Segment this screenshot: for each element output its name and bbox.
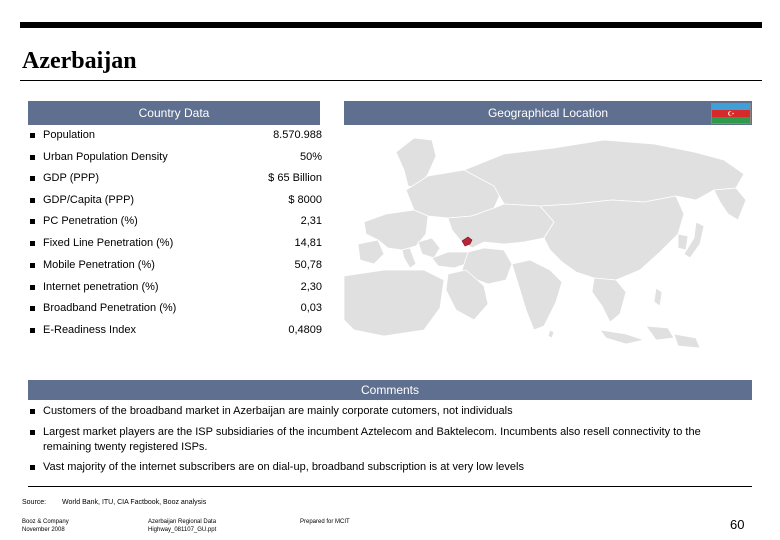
top-rule [20,22,762,28]
bullet-icon [30,176,35,181]
footer-document-block [148,518,216,534]
row-value: 0,03 [300,302,322,314]
data-row-urban-density [30,149,322,165]
row-label: GDP/Capita (PPP) [43,194,135,206]
comments-divider [28,486,752,487]
row-value: $ 65 Billion [268,172,322,184]
row-value: 2,30 [300,281,322,293]
comment-item [30,425,750,455]
bullet-icon [30,155,35,160]
data-row-internet [30,279,322,295]
row-value: 2,31 [300,215,322,227]
data-row-pc-penetration [30,213,322,229]
row-label: GDP (PPP) [43,172,100,184]
row-label: Urban Population Density [43,151,168,163]
bullet-icon [30,465,35,470]
bullet-icon [30,409,35,414]
row-label: Broadband Penetration (%) [43,302,177,314]
footer-doc-title: Azerbaijan Regional Data [148,519,217,525]
comment-text: Largest market players are the ISP subsidiaries of the incumbent Aztelecom and Baktelecom. Incumbents also resell connectivity to the remaining twenty registered ISPs. [43,426,701,453]
azerbaijan-flag-icon [711,103,751,124]
row-label: Internet penetration (%) [43,281,159,293]
source-label: Source: [22,499,47,506]
footer-doc-file: Highway_081107_GU.ppt [148,527,217,533]
row-value: 0,4809 [288,324,322,336]
row-value: $ 8000 [288,194,322,206]
comment-text: Customers of the broadband market in Azerbaijan are mainly corporate cutomers, not individuals [43,405,513,417]
bullet-icon [30,219,35,224]
bullet-icon [30,328,35,333]
row-value: 14,81 [294,237,322,249]
data-row-e-readiness [30,322,322,338]
page-number: 60 [730,517,745,532]
country-data-header: Country Data [28,101,320,125]
data-row-gdp [30,170,322,186]
row-label: E-Readiness Index [43,324,136,336]
bullet-icon [30,198,35,203]
comment-text: Vast majority of the internet subscribers are on dial-up, broadband subscription is at very low levels [43,461,524,473]
comments-header: Comments [28,380,752,400]
data-row-gdp-capita [30,192,322,208]
row-label: PC Penetration (%) [43,215,138,227]
bullet-icon [30,133,35,138]
data-row-population [30,127,322,143]
eurasia-location-map [344,130,752,366]
comment-item [30,460,750,475]
bullet-icon [30,306,35,311]
source-text: World Bank, ITU, CIA Factbook, Booz analysis [62,499,207,506]
footer-company: Booz & Company [22,519,69,525]
data-row-broadband [30,300,322,316]
title-divider [20,80,762,81]
geographical-location-header: Geographical Location [344,101,752,125]
row-label: Mobile Penetration (%) [43,259,155,271]
row-value: 50,78 [294,259,322,271]
bullet-icon [30,285,35,290]
footer-company-block [22,518,69,534]
data-row-fixed-line [30,235,322,251]
bullet-icon [30,241,35,246]
row-value: 50% [299,151,322,163]
row-value: 8.570.988 [273,129,322,141]
footer-date: November 2008 [22,527,65,533]
bullet-icon [30,430,35,435]
comment-item [30,404,750,419]
data-row-mobile [30,257,322,273]
source-note [22,499,206,506]
row-label: Fixed Line Penetration (%) [43,237,174,249]
page-title: Azerbaijan [22,48,137,74]
bullet-icon [30,263,35,268]
row-label: Population [43,129,95,141]
footer-prepared-for: Prepared for MCIT [300,519,350,525]
